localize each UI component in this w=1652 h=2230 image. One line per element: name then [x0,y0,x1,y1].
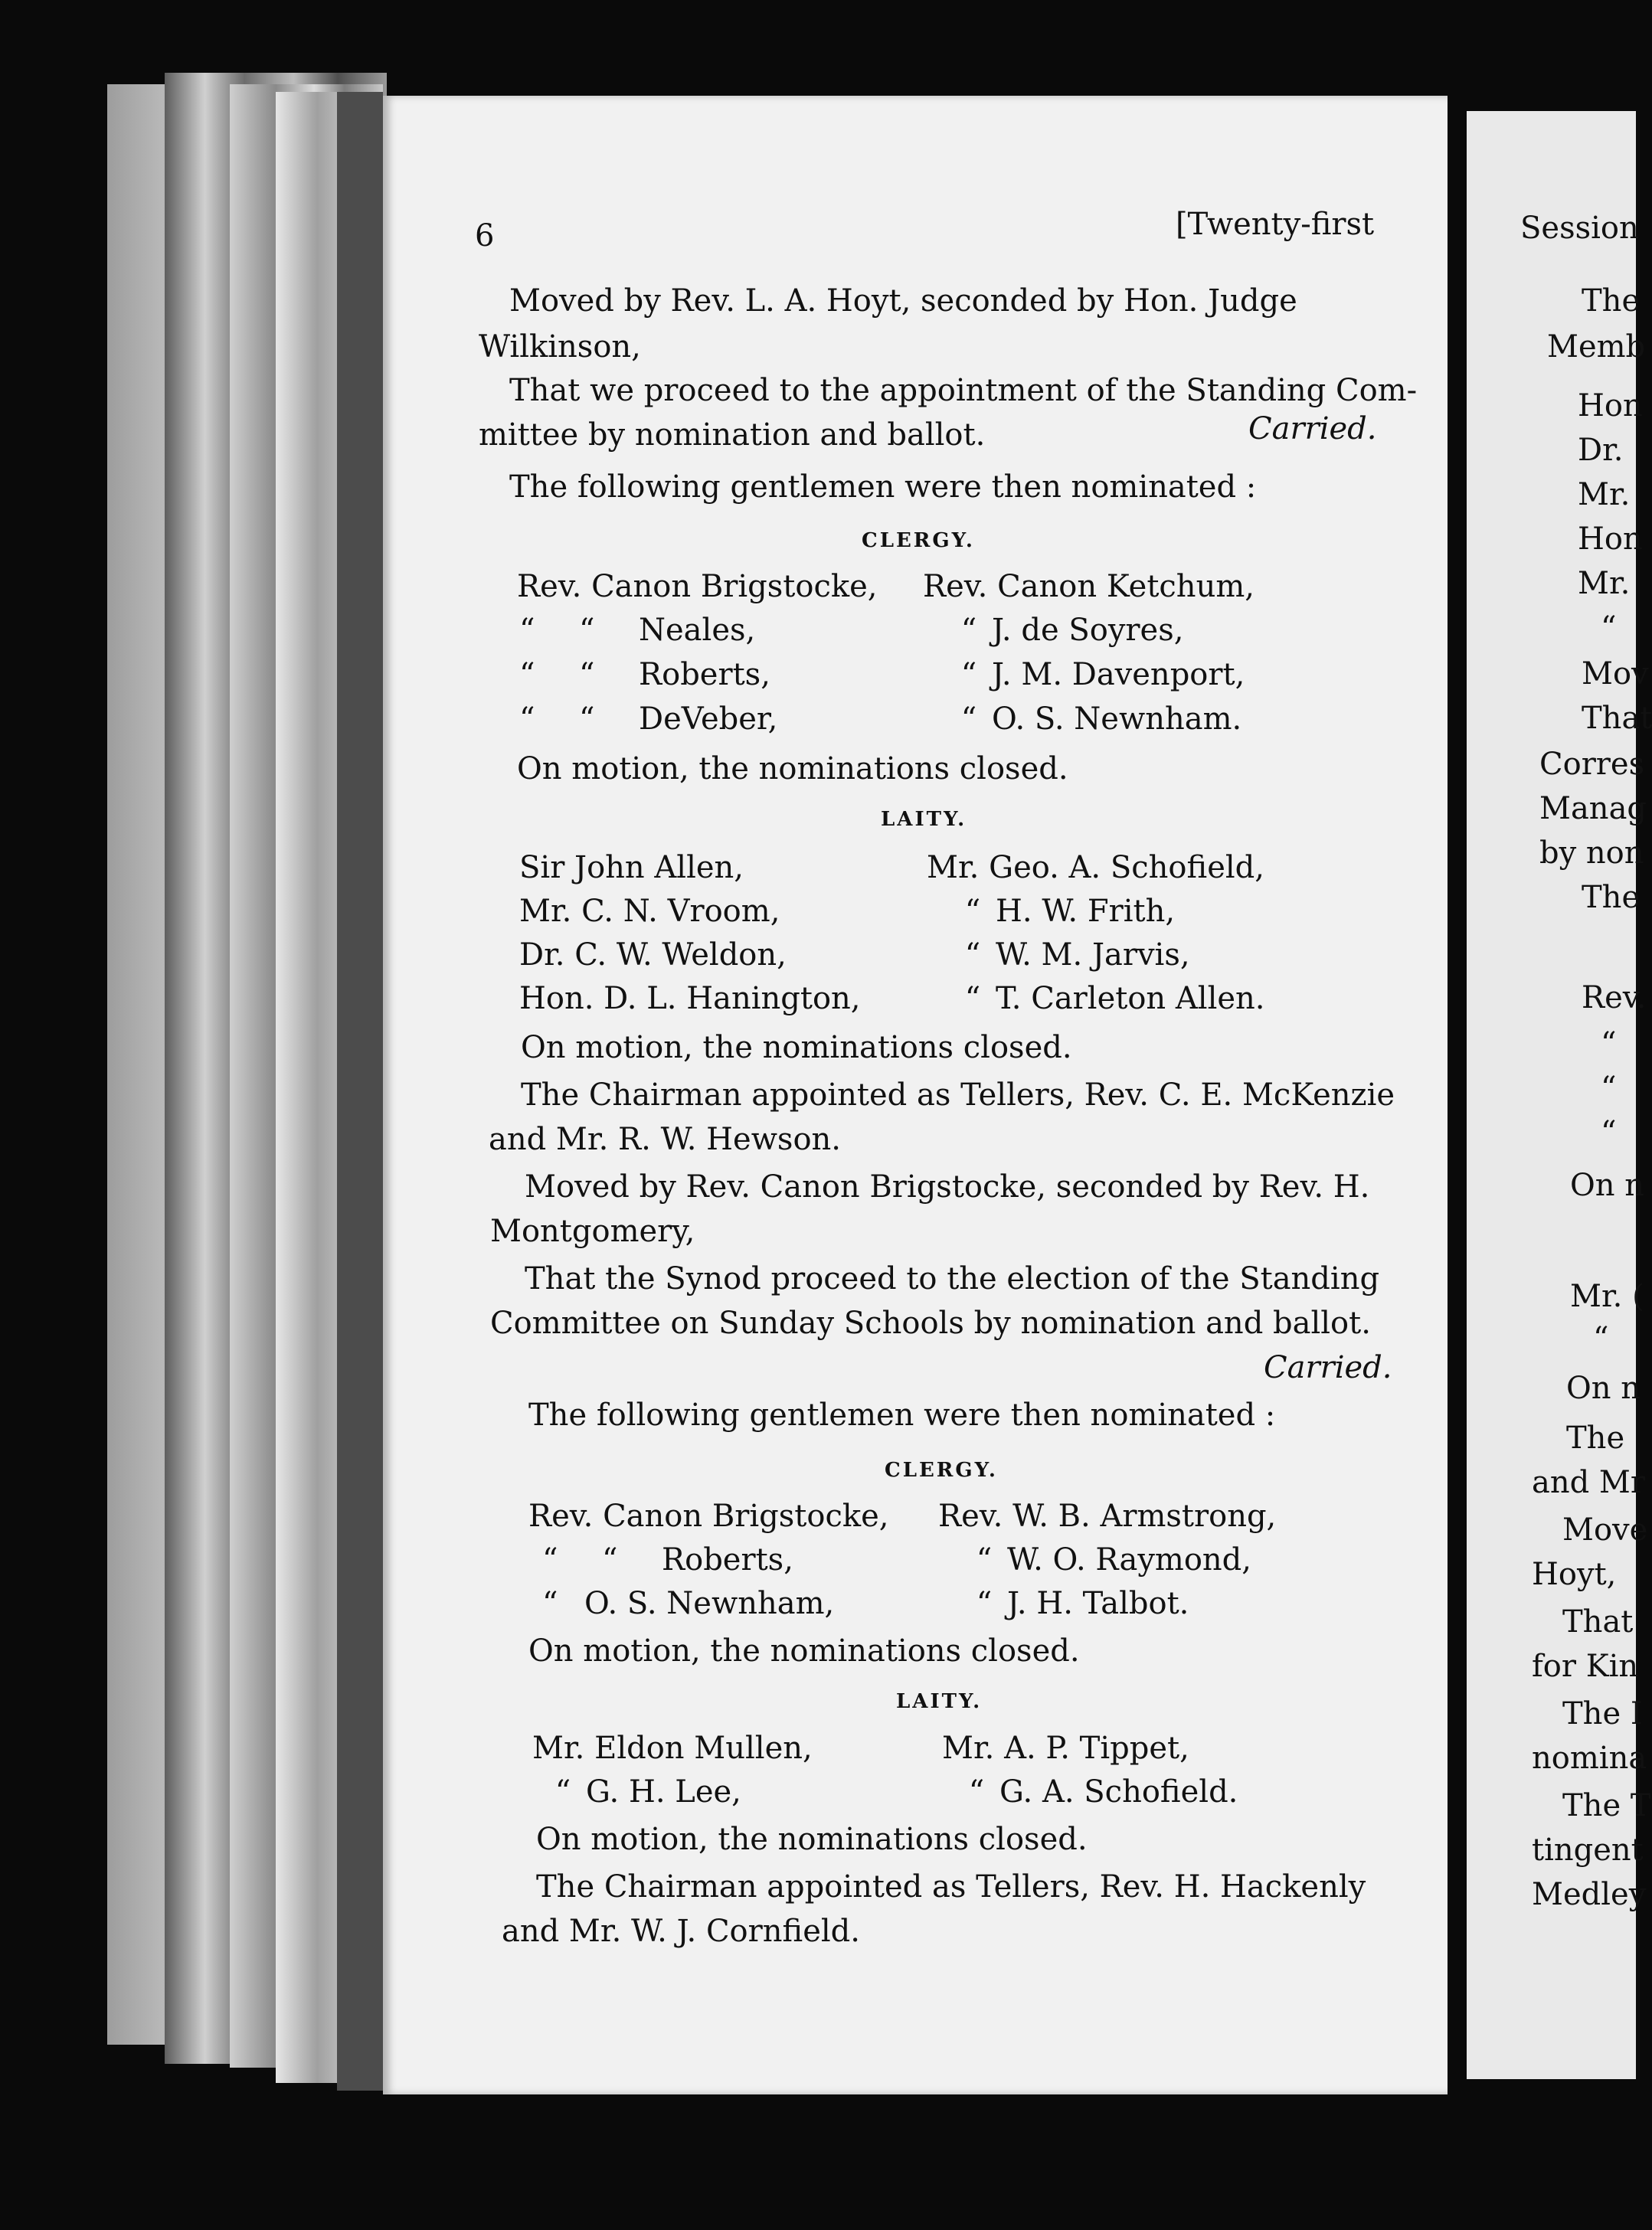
carried-note: Carried. [1248,411,1377,446]
facing-page-line: tingent [1532,1833,1644,1868]
paragraph-line: That we proceed to the appointment of the Standing Com- [509,373,1418,408]
paragraph-line: That the Synod proceed to the election of the Standing [525,1261,1380,1296]
paragraph-line: On motion, the nominations closed. [528,1633,1080,1669]
facing-page-line: The T [1562,1788,1651,1823]
facing-page-line: “ [1601,1071,1617,1106]
nominee: “ O. S. Newnham. [960,701,1242,737]
paragraph-line: The following gentlemen were then nominated : [528,1398,1276,1433]
paragraph-line: and Mr. R. W. Hewson. [489,1122,842,1157]
paragraph-line: On motion, the nominations closed. [521,1030,1072,1065]
nominee: “ J. de Soyres, [960,613,1184,648]
running-head: [Twenty-first [1176,207,1375,242]
page-edge-shadow [337,92,383,2091]
paragraph-line: Committee on Sunday Schools by nomination and ballot. [490,1306,1371,1341]
nominee: “ J. H. Talbot. [976,1586,1189,1621]
nominee: Rev. Canon Ketchum, [923,569,1255,604]
nominee: Rev. W. B. Armstrong, [938,1499,1277,1534]
section-heading: CLERGY. [885,1459,998,1482]
nominee: “ H. W. Frith, [964,894,1176,929]
facing-page-line: The [1582,283,1641,319]
nominee: “ “ Neales, [519,613,756,648]
nominee: “ “ Roberts, [542,1542,793,1578]
paragraph-line: The Chairman appointed as Tellers, Rev. C. E. McKenzie [521,1077,1395,1113]
facing-page-line: “ [1601,610,1617,646]
nominee: Rev. Canon Brigstocke, [528,1499,889,1534]
paragraph-line: and Mr. W. J. Cornfield. [502,1914,860,1949]
nominee: Rev. Canon Brigstocke, [517,569,878,604]
paragraph-line: Moved by Rev. Canon Brigstocke, seconded by Rev. H. [525,1169,1370,1205]
facing-page-line: nomina [1532,1741,1647,1776]
facing-page-line: Mr. [1578,566,1631,601]
nominee: Dr. C. W. Weldon, [519,937,787,973]
nominee: “ “ Roberts, [519,657,770,692]
facing-page-line: Session [1520,211,1639,246]
facing-page-line: “ [1593,1321,1609,1356]
nominee: Hon. D. L. Hanington, [519,981,861,1016]
nominee: “ W. O. Raymond, [976,1542,1252,1578]
nominee: “ G. A. Schofield. [968,1774,1238,1810]
paragraph-line: On motion, the nominations closed. [517,751,1068,786]
facing-page-line: for Kin [1532,1649,1639,1684]
facing-page-line: and Mr [1532,1465,1646,1500]
paragraph-line: The Chairman appointed as Tellers, Rev. H. Hackenly [536,1869,1366,1905]
nominee: “ G. H. Lee, [554,1774,741,1810]
nominee: Mr. Geo. A. Schofield, [927,850,1264,885]
facing-page-line: Memb [1547,329,1646,365]
facing-page-line: On n [1566,1371,1641,1406]
facing-page-line: Dr. [1578,433,1624,468]
facing-page-line: On n [1570,1168,1645,1203]
nominee: “ T. Carleton Allen. [964,981,1265,1016]
nominee: Mr. A. P. Tippet, [942,1731,1189,1766]
facing-page-line: Medley [1532,1877,1647,1912]
facing-page-line: Corres [1539,747,1645,782]
section-heading: LAITY. [881,808,967,831]
nominee: “ W. M. Jarvis, [964,937,1190,973]
nominee: “ O. S. Newnham, [542,1586,835,1621]
paragraph-line: mittee by nomination and ballot. [479,417,986,453]
facing-page-line: Move [1562,1512,1648,1548]
facing-page-line: “ [1601,1026,1617,1061]
facing-page-line: Rev. [1582,980,1647,1015]
facing-page-line: Manag [1539,791,1647,826]
nominee: “ “ DeVeber, [519,701,778,737]
nominee: “ J. M. Davenport, [960,657,1245,692]
section-heading: CLERGY. [862,529,975,552]
book-page [383,96,1448,2094]
facing-page-line: Hon [1578,388,1643,423]
facing-page-line: The I [1562,1696,1643,1731]
facing-page-line: “ [1601,1115,1617,1150]
paragraph-line: Wilkinson, [479,329,641,365]
paragraph-line: On motion, the nominations closed. [536,1822,1088,1857]
paragraph-line: Moved by Rev. L. A. Hoyt, seconded by Hon. Judge [509,283,1297,319]
facing-page-line: The [1582,880,1641,915]
page-number: 6 [475,218,495,253]
facing-page-line: That [1562,1604,1634,1640]
carried-note: Carried. [1264,1350,1392,1385]
facing-page-line: Hoyt, [1532,1557,1617,1592]
nominee: Mr. C. N. Vroom, [519,894,780,929]
facing-page-line: Mov [1582,656,1649,692]
facing-page-line: Mr. ( [1570,1279,1644,1314]
facing-page-line: The [1566,1421,1625,1456]
nominee: Sir John Allen, [519,850,744,885]
facing-page-line: Mr. [1578,477,1631,512]
facing-page [1467,111,1652,2079]
facing-page-line: by non [1539,835,1644,871]
facing-page-line: That [1582,701,1652,736]
paragraph-line: The following gentlemen were then nominated : [509,469,1257,505]
section-heading: LAITY. [896,1690,983,1713]
facing-page-line: Hon [1578,522,1643,557]
paragraph-line: Montgomery, [490,1214,695,1249]
nominee: Mr. Eldon Mullen, [532,1731,813,1766]
